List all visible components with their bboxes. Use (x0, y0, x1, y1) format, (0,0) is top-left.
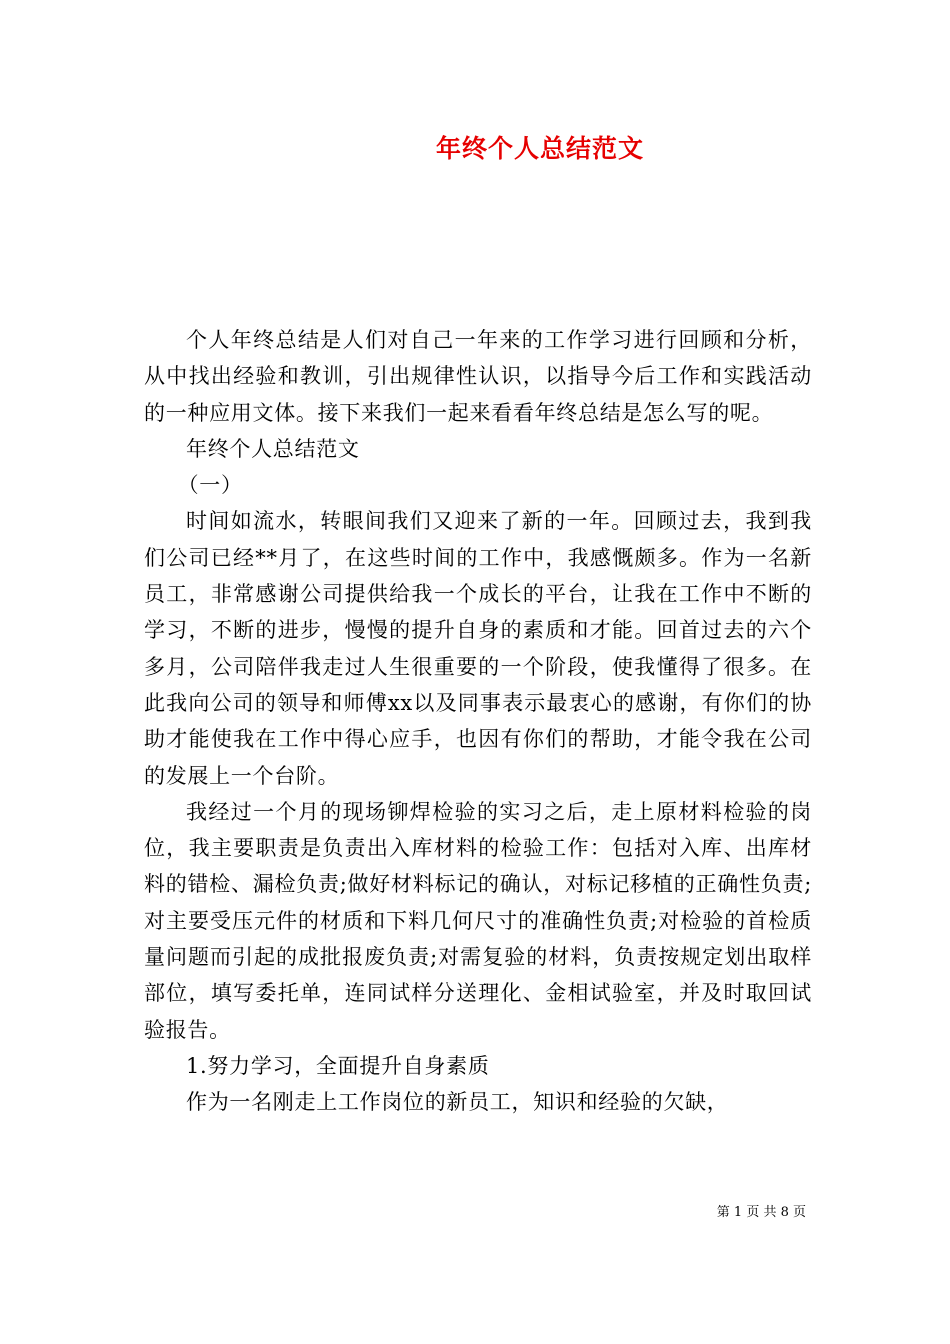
document-body (144, 322, 812, 1121)
page-number: 第 1 页 共 8 页 (716, 1205, 806, 1220)
body-paragraph: 作为一名刚走上工作岗位的新员工，知识和经验的欠缺， (186, 1090, 729, 1115)
intro-paragraph: 个人年终总结是人们对自己一年来的工作学习进行回顾和分析，从中找出经验和教训，引出规律性认识，以指导今后工作和实践活动的一种应用文体。接下来我们一起来看看年终总结是怎么写的呢。 (144, 328, 812, 425)
body-paragraph: 时间如流水，转眼间我们又迎来了新的一年。回顾过去，我到我们公司已经**月了，在这些时间的工作中，我感慨颇多。作为一名新员工，非常感谢公司提供给我一个成长的平台，让我在工作中不断的学习，不断的进步，慢慢的提升自身的素质和才能。回首过去的六个多月，公司陪伴我走过人生很重要的一个阶段，使我懂得了很多。在此我向公司的领导和师傅xx以及同事表示最衷心的感谢，有你们的协助才能使我在工作中得心应手，也因有你们的帮助，才能令我在公司的发展上一个台阶。 (144, 509, 812, 788)
page-footer (0, 1204, 806, 1222)
section-heading: 年终个人总结范文 (186, 436, 360, 461)
section-number: （一） (177, 473, 243, 498)
subsection-heading: 1.努力学习，全面提升自身素质 (186, 1053, 490, 1078)
body-paragraph: 我经过一个月的现场铆焊检验的实习之后，走上原材料检验的岗位，我主要职责是负责出入库材料的检验工作：包括对入库、出库材料的错检、漏检负责;做好材料标记的确认，对标记移植的正确性负责;对主要受压元件的材质和下料几何尺寸的准确性负责;对检验的首检质量问题而引起的成批报废负责;对需复验的材料，负责按规定划出取样部位，填写委托单，连同试样分送理化、金相试验室，并及时取回试验报告。 (144, 799, 812, 1042)
document-title (0, 132, 950, 166)
document-title-text: 年终个人总结范文 (435, 134, 644, 163)
